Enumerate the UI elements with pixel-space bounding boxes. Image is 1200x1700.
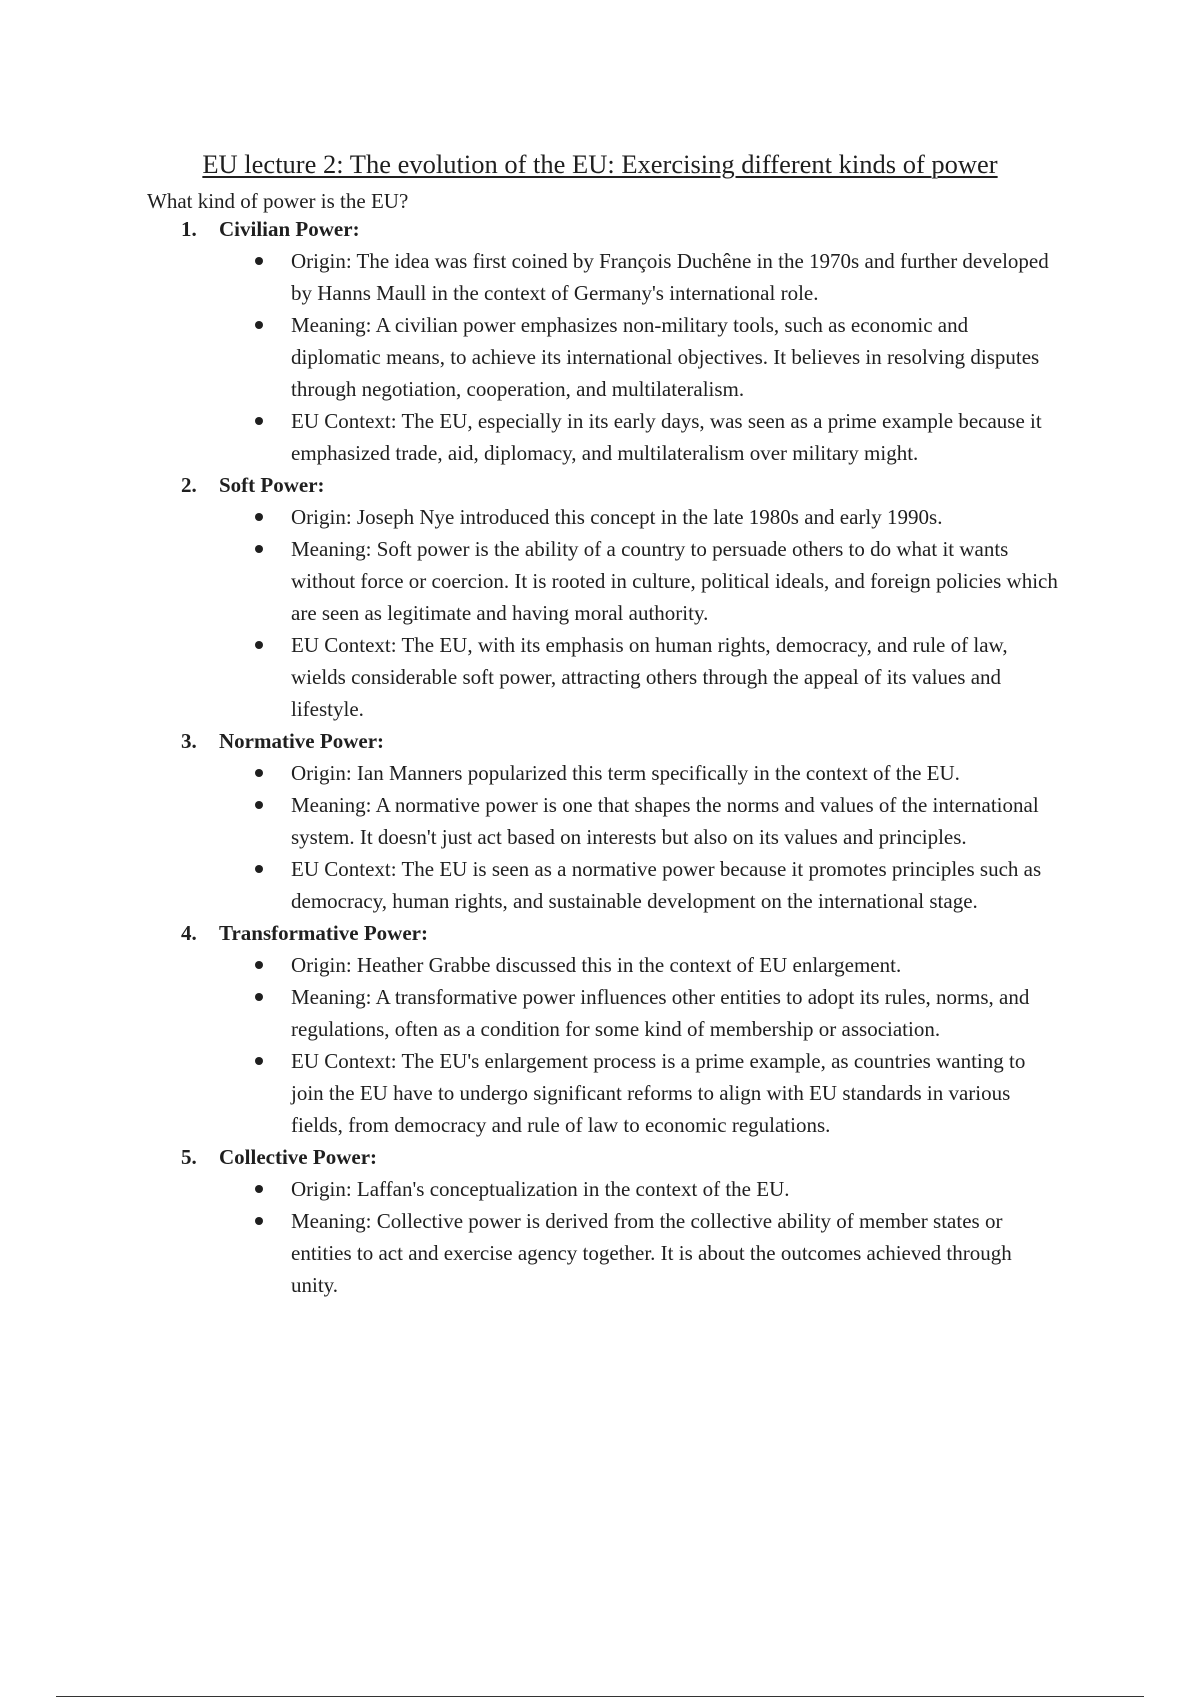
bullet-dot-icon <box>255 801 263 809</box>
section-title: Collective Power: <box>219 1145 378 1169</box>
bullet-item <box>251 309 1061 405</box>
bullet-item <box>251 757 1061 789</box>
bullet-list <box>181 757 1061 917</box>
bullet-item <box>251 629 1061 725</box>
bullet-dot-icon <box>255 865 263 873</box>
section-heading <box>181 213 1061 245</box>
bullet-item <box>251 949 1061 981</box>
section-heading <box>181 725 1061 757</box>
section-heading <box>181 1141 1061 1173</box>
section-number: 2. <box>181 473 197 497</box>
bullet-list <box>181 501 1061 725</box>
section-soft-power <box>181 469 1061 725</box>
bullet-text: Origin: Joseph Nye introduced this concept in the late 1980s and early 1990s. <box>291 505 943 529</box>
bullet-item <box>251 405 1061 469</box>
bullet-dot-icon <box>255 961 263 969</box>
section-transformative-power <box>181 917 1061 1141</box>
bullet-text: Origin: Heather Grabbe discussed this in the context of EU enlargement. <box>291 953 902 977</box>
bullet-list <box>181 245 1061 469</box>
bullet-dot-icon <box>255 1217 263 1225</box>
bullet-dot-icon <box>255 513 263 521</box>
bullet-dot-icon <box>255 257 263 265</box>
intro-question: What kind of power is the EU? <box>147 189 409 213</box>
bullet-list <box>181 949 1061 1141</box>
bullet-text: Origin: Ian Manners popularized this term specifically in the context of the EU. <box>291 761 960 785</box>
bullet-dot-icon <box>255 993 263 1001</box>
section-normative-power <box>181 725 1061 917</box>
bullet-item <box>251 533 1061 629</box>
bullet-item <box>251 501 1061 533</box>
bullet-item <box>251 1173 1061 1205</box>
bullet-text: Meaning: Soft power is the ability of a country to persuade others to do what it wants without force or coercion. It is rooted in culture, political ideals, and foreign policies which are seen as legitimate and having moral authority. <box>291 537 1058 625</box>
bullet-text: Origin: The idea was first coined by François Duchêne in the 1970s and further developed by Hanns Maull in the context of Germany's international role. <box>291 249 1049 305</box>
bullet-text: Meaning: A transformative power influences other entities to adopt its rules, norms, and regulations, often as a condition for some kind of membership or association. <box>291 985 1030 1041</box>
section-number: 5. <box>181 1145 197 1169</box>
bullet-item <box>251 853 1061 917</box>
bullet-dot-icon <box>255 1185 263 1193</box>
bullet-text: Meaning: A normative power is one that shapes the norms and values of the international system. It doesn't just act based on interests but also on its values and principles. <box>291 793 1039 849</box>
bullet-item <box>251 981 1061 1045</box>
bullet-dot-icon <box>255 545 263 553</box>
section-title: Normative Power: <box>219 729 385 753</box>
bullet-text: Meaning: A civilian power emphasizes non-military tools, such as economic and diplomatic means, to achieve its international objectives. It believes in resolving disputes through negotiation, cooperation, and multilateralism. <box>291 313 1040 401</box>
section-collective-power <box>181 1141 1061 1301</box>
bullet-text: Origin: Laffan's conceptualization in the context of the EU. <box>291 1177 790 1201</box>
bullet-text: EU Context: The EU is seen as a normative power because it promotes principles such as democracy, human rights, and sustainable development on the international stage. <box>291 857 1042 913</box>
bullet-dot-icon <box>255 769 263 777</box>
section-heading <box>181 917 1061 949</box>
section-title: Transformative Power: <box>219 921 428 945</box>
bullet-item <box>251 1045 1061 1141</box>
document-title: EU lecture 2: The evolution of the EU: Exercising different kinds of power <box>202 149 998 179</box>
bullet-dot-icon <box>255 1057 263 1065</box>
bullet-item <box>251 1205 1061 1301</box>
section-number: 4. <box>181 921 197 945</box>
power-types-list <box>181 213 1061 1301</box>
bullet-dot-icon <box>255 321 263 329</box>
bullet-item <box>251 789 1061 853</box>
page-bottom-divider <box>56 1696 1144 1697</box>
bullet-list <box>181 1173 1061 1301</box>
section-title: Civilian Power: <box>219 217 360 241</box>
section-title: Soft Power: <box>219 473 325 497</box>
bullet-text: EU Context: The EU, especially in its early days, was seen as a prime example because it emphasized trade, aid, diplomacy, and multilateralism over military might. <box>291 409 1042 465</box>
bullet-item <box>251 245 1061 309</box>
section-number: 1. <box>181 217 197 241</box>
bullet-dot-icon <box>255 417 263 425</box>
bullet-text: EU Context: The EU, with its emphasis on human rights, democracy, and rule of law, wields considerable soft power, attracting others through the appeal of its values and lifestyle. <box>291 633 1008 721</box>
section-civilian-power <box>181 213 1061 469</box>
section-heading <box>181 469 1061 501</box>
section-number: 3. <box>181 729 197 753</box>
bullet-dot-icon <box>255 641 263 649</box>
bullet-text: EU Context: The EU's enlargement process is a prime example, as countries wanting to join the EU have to undergo significant reforms to align with EU standards in various fields, from democracy and rule of law to economic regulations. <box>291 1049 1026 1137</box>
bullet-text: Meaning: Collective power is derived from the collective ability of member states or entities to act and exercise agency together. It is about the outcomes achieved through unity. <box>291 1209 1012 1297</box>
